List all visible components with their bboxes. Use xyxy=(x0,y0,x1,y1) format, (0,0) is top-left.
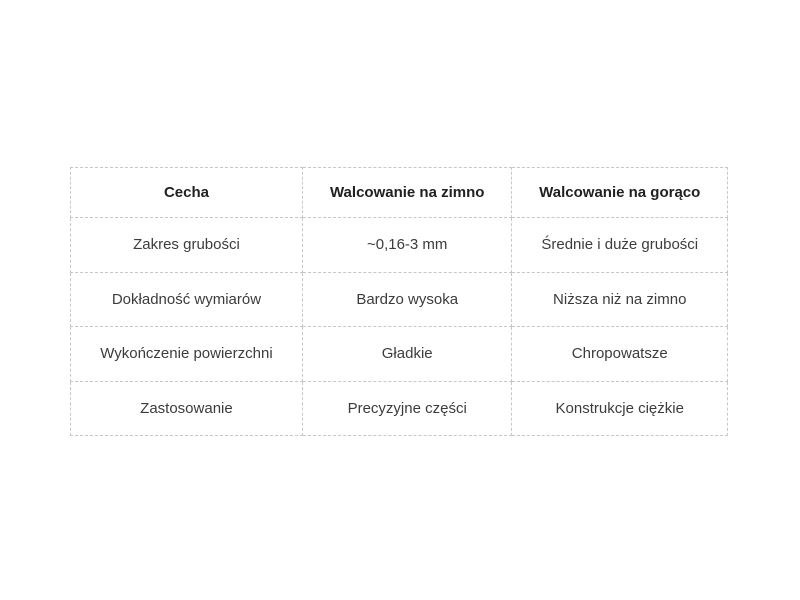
column-header-cecha: Cecha xyxy=(71,168,303,218)
cell-cold-value: Bardzo wysoka xyxy=(302,272,512,327)
table-header-row xyxy=(71,168,728,218)
cell-hot-value: Niższa niż na zimno xyxy=(512,272,728,327)
column-header-walcowanie-na-goraco: Walcowanie na gorąco xyxy=(512,168,728,218)
table-row xyxy=(71,218,728,273)
table-row xyxy=(71,272,728,327)
cell-cold-value: Precyzyjne części xyxy=(302,381,512,436)
table-row xyxy=(71,381,728,436)
cell-feature: Zastosowanie xyxy=(71,381,303,436)
cell-feature: Wykończenie powierzchni xyxy=(71,327,303,382)
rolling-comparison-table xyxy=(70,167,728,436)
cell-hot-value: Średnie i duże grubości xyxy=(512,218,728,273)
cell-feature: Zakres grubości xyxy=(71,218,303,273)
cell-hot-value: Konstrukcje ciężkie xyxy=(512,381,728,436)
table-body xyxy=(71,218,728,436)
table-row xyxy=(71,327,728,382)
cell-hot-value: Chropowatsze xyxy=(512,327,728,382)
cell-cold-value: ~0,16-3 mm xyxy=(302,218,512,273)
column-header-walcowanie-na-zimno: Walcowanie na zimno xyxy=(302,168,512,218)
cell-cold-value: Gładkie xyxy=(302,327,512,382)
cell-feature: Dokładność wymiarów xyxy=(71,272,303,327)
